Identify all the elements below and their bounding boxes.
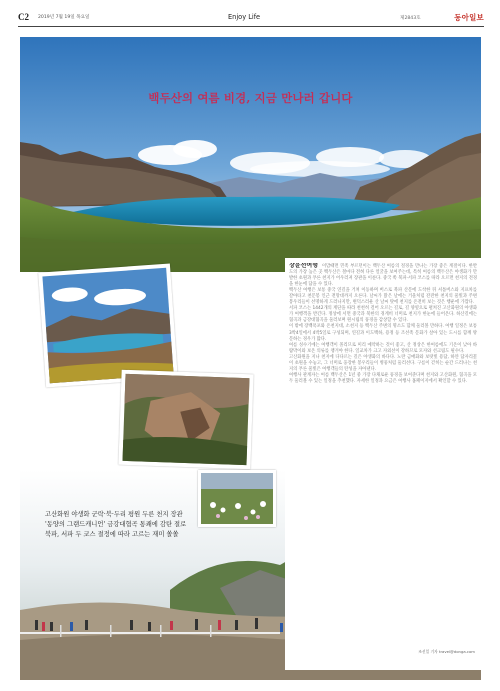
byline: 장윤선여행	[289, 263, 318, 269]
article-paragraph	[289, 263, 477, 288]
article-paragraph: 고산화원을 지나 천지에 다다르는 길은 야생화의 바다다. 노란 금매화와 보랏빛 용담, 하얀 담자리꽃이 초원을 수놓고, 그 너머로 웅장한 봉우리들이 병풍처럼 둘러선다. 구름이 걷히는 순간 드러나는 천지의 푸른 물빛은 여행객들의 탄성을 자아낸다.	[289, 354, 477, 372]
caption-line-2: '동양의 그랜드캐니언' 금강대협곡 통쾌에 감탄 절로	[45, 521, 187, 528]
hero-lake-photo	[20, 37, 481, 272]
article-paragraph: 이 밖에 장백폭포와 온천지대, 소천지 등 백두산 주변의 명소도 함께 둘러볼 만하다. 여행 일정은 보통 3박4일에서 4박5일로 구성되며, 연길과 이도백하, 용정 등 조선족 문화가 살아 있는 도시를 함께 방문하는 경우가 많다.	[289, 324, 477, 342]
canyon-image	[118, 370, 253, 470]
article-paragraph: 서파 코스는 1442개의 계단을 따라 천천히 걸어 오르는 길로, 길 양옆으로 펼쳐진 고산화원의 야생화가 여행객을 반긴다. 정상에 서면 중국과 북한의 경계비 너머로 천지가 한눈에 들어온다. 하산길에는 협곡과 금강대협곡을 둘러보며 원시림의 풍경을 감상할 수 있다.	[289, 306, 477, 324]
headline: 백두산의 여름 비경, 지금 만나러 갑니다	[148, 91, 353, 105]
photo-caption	[45, 510, 245, 540]
page-number: C2	[18, 12, 29, 22]
article-body	[285, 258, 481, 670]
article-paragraph: 여행사 관계자는 여름 백두산은 1년 중 가장 다채로운 풍경을 보여준다며 천지와 고산화원, 협곡을 모두 둘러볼 수 있는 일정을 추천했다. 자세한 일정과 요금은 여행사 홈페이지에서 확인할 수 있다.	[289, 372, 477, 384]
issue-number: 제2843호	[400, 15, 421, 21]
article-paragraph: 백두산 여행은 보통 중국 연길을 거쳐 이동하며 버스로 북파 산문에 도착한 뒤 셔틀버스와 지프차를 갈아타고 천문봉 인근 전망대까지 오른다. 날씨가 맑은 날에는 거울처럼 잔잔한 천지의 물빛과 주변 봉우리들이 선명하게 드러나지만, 변덕스러운 산 날씨 탓에 천지를 온전히 보는 것은 행운에 가깝다.	[289, 288, 477, 306]
canyon-photo	[118, 370, 253, 470]
article-credit: 조선일 기자 travel@donga.com	[418, 649, 475, 654]
lake-view-image	[38, 264, 178, 388]
lake-view-photo	[38, 264, 178, 388]
newspaper-logo: 동아일보	[454, 13, 484, 22]
article-paragraph-text: 이맘때면 민족 부르던이는 백두산 여름의 절경을 만나는 가장 좋은 계절이다. 한반도의 가장 높은 곳 백두산은 철마다 전혀 다른 얼굴을 보여주는데, 특히 여름의 백두산은 야생화가 만발한 초원과 푸른 천지가 어우러져 장관을 이룬다. 중국 쪽 북파·서파 코스를 따라 오르면 천지의 전경을 한눈에 담을 수 있다.	[289, 264, 477, 288]
issue-date: 2019년 7월 19일 목요일	[38, 15, 90, 20]
caption-line-1: 고산화원 야생화 군락·북·두리 평원 두른 천지 장관	[45, 511, 183, 518]
article-paragraph: 여름 성수기에는 여행객이 몰리므로 미리 예약하는 것이 좋고, 산 정상은 한여름에도 기온이 낮아 바람막이와 보온 의류를 챙겨야 한다. 일교차가 크고 자외선이 강하므로 모자와 선크림도 필수다.	[289, 342, 477, 354]
section-title: Enjoy Life	[228, 13, 261, 21]
page-header	[18, 12, 484, 27]
caption-line-3: 북파, 서파 두 코스 절정에 따라 고르는 재미 쏠쏠	[45, 531, 179, 538]
article-text	[289, 263, 477, 663]
